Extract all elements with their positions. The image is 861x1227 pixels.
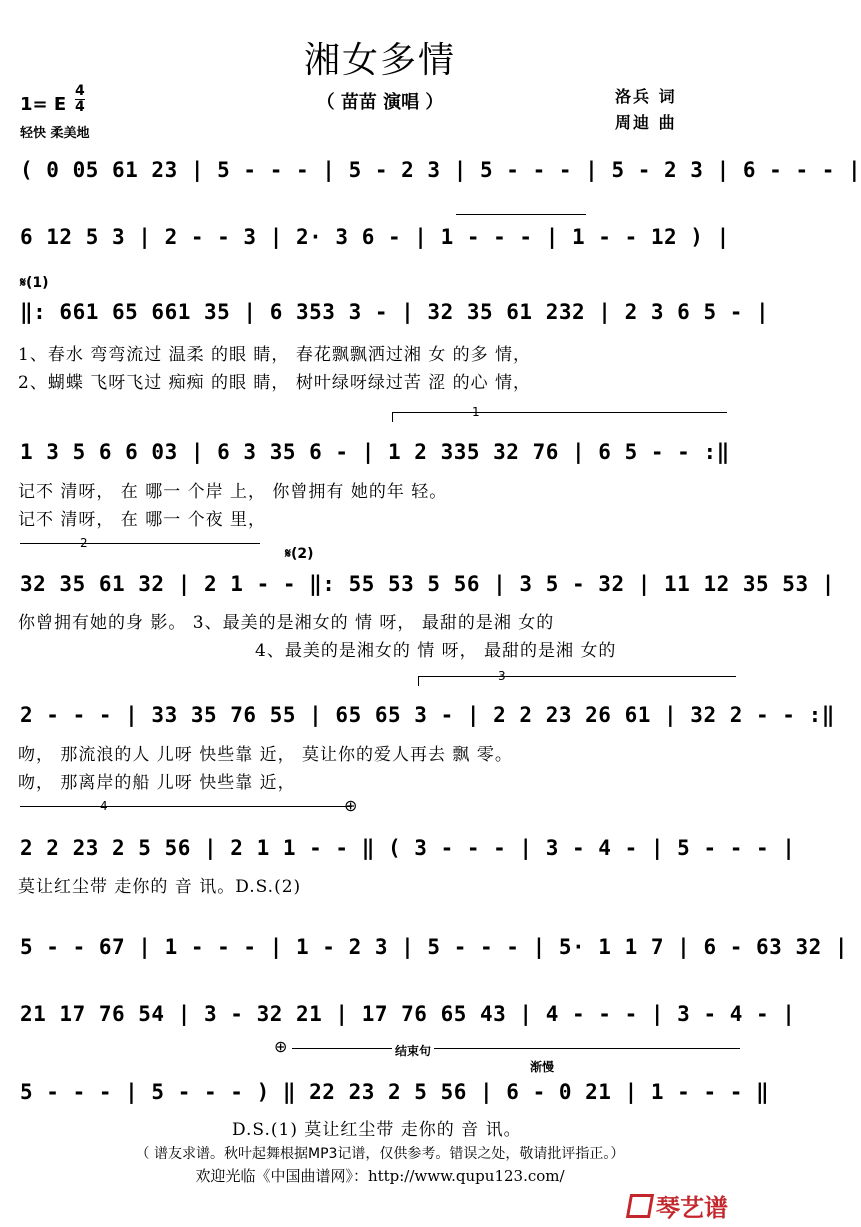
lyrics-line-6a: 吻， 那流浪的人 儿呀 快些靠 近， 莫让你的爱人再去 飘 零。 — [18, 745, 513, 765]
lyrics-line-7a: 莫让红尘带 走你的 音 讯。D.S.(2) — [18, 877, 302, 897]
lyrics-line-10a: D.S.(1) 莫让红尘带 走你的 音 讯。 — [232, 1120, 522, 1140]
lyrics-line-4a: 记不 清呀， 在 哪一 个岸 上， 你曾拥有 她的年 轻。 — [18, 482, 448, 502]
score-line-4: 1 3 5 6 6 03 | 6 3 35 6 - | 1 2 335 32 76 | 6 5 - - :‖ — [20, 440, 730, 464]
logo-text: 琴艺谱 — [656, 1194, 728, 1222]
time-sig-top: 4 — [75, 83, 85, 99]
song-title: 湘女多情 — [303, 40, 456, 81]
coda-icon-2: ⊕ — [274, 1037, 288, 1056]
composer-credit: 周迪 曲 — [615, 113, 677, 132]
tempo-marking: 轻快 柔美地 — [20, 126, 90, 141]
score-line-5: 32 35 61 32 | 2 1 - - ‖: 55 53 5 56 | 3 5 - 32 | 11 12 35 53 | — [20, 572, 835, 596]
lyrics-line-4b: 记不 清呀， 在 哪一 个夜 里， — [18, 510, 267, 530]
key-signature: 1= E — [20, 94, 67, 115]
lyrics-line-3a: 1、春水 弯弯流过 温柔 的眼 睛， 春花飘飘洒过湘 女 的多 情， — [18, 345, 532, 365]
footer-site: 欢迎光临《中国曲谱网》：http://www.qupu123.com/ — [195, 1167, 565, 1185]
tempo-slow-label: 渐慢 — [530, 1060, 555, 1074]
score-line-7: 2 2 23 2 5 56 | 2 1 1 - - ‖ ( 3 - - - | 3 - 4 - | 5 - - - | — [20, 836, 796, 860]
footer-note: （ 谱友求谱。秋叶起舞根据MP3记谱，仅供参考。错误之处，敬请批评指正。） — [135, 1146, 625, 1162]
lyrics-line-5b: 4、最美的是湘女的 情 呀， 最甜的是湘 女的 — [255, 641, 617, 661]
site-logo — [628, 1188, 728, 1223]
score-line-6: 2 - - - | 33 35 76 55 | 65 65 3 - | 2 2 23 26 61 | 32 2 - - :‖ — [20, 703, 835, 727]
lyrics-line-5a: 你曾拥有她的身 影。 3、最美的是湘女的 情 呀， 最甜的是湘 女的 — [18, 613, 555, 633]
volta-3-label: 3 — [498, 669, 506, 683]
lyricist-credit: 洛兵 词 — [615, 87, 677, 106]
time-signature — [75, 84, 85, 115]
volta-2-label: 2 — [80, 536, 88, 550]
score-line-1: ( 0 05 61 23 | 5 - - - | 5 - 2 3 | 5 - - - | 5 - 2 3 | 6 - - - | — [20, 158, 861, 182]
score-line-9: 21 17 76 54 | 3 - 32 21 | 17 76 65 43 | 4 - - - | 3 - 4 - | — [20, 1002, 796, 1026]
score-line-8: 5 - - 67 | 1 - - - | 1 - 2 3 | 5 - - - | 5· 1 1 7 | 6 - 63 32 | — [20, 935, 849, 959]
time-sig-bottom: 4 — [75, 99, 85, 115]
lyrics-line-6b: 吻， 那离岸的船 儿呀 快些靠 近， — [18, 773, 296, 793]
logo-mark-icon — [626, 1194, 654, 1218]
score-line-2: 6 12 5 3 | 2 - - 3 | 2· 3 6 - | 1 - - - | 1 - - 12 ) | — [20, 225, 730, 249]
singer-credit: （ 苗苗 演唱 ） — [316, 92, 444, 113]
lyrics-line-3b: 2、蝴蝶 飞呀飞过 痴痴 的眼 睛， 树叶绿呀绿过苦 涩 的心 情， — [18, 373, 532, 393]
score-line-3: ‖: 661 65 661 35 | 6 353 3 - | 32 35 61 232 | 2 3 6 5 - | — [20, 300, 770, 324]
score-line-10: 5 - - - | 5 - - - ) ‖ 22 23 2 5 56 | 6 - 0 21 | 1 - - - ‖ — [20, 1080, 770, 1104]
volta-4-label: 4 — [100, 799, 108, 813]
volta-1-label: 1 — [472, 405, 480, 419]
segno-1: 𝄋(1) — [20, 275, 49, 291]
ending-label: 结束句 — [392, 1042, 434, 1059]
coda-icon: ⊕ — [344, 796, 358, 815]
segno-2: 𝄋(2) — [285, 546, 314, 562]
